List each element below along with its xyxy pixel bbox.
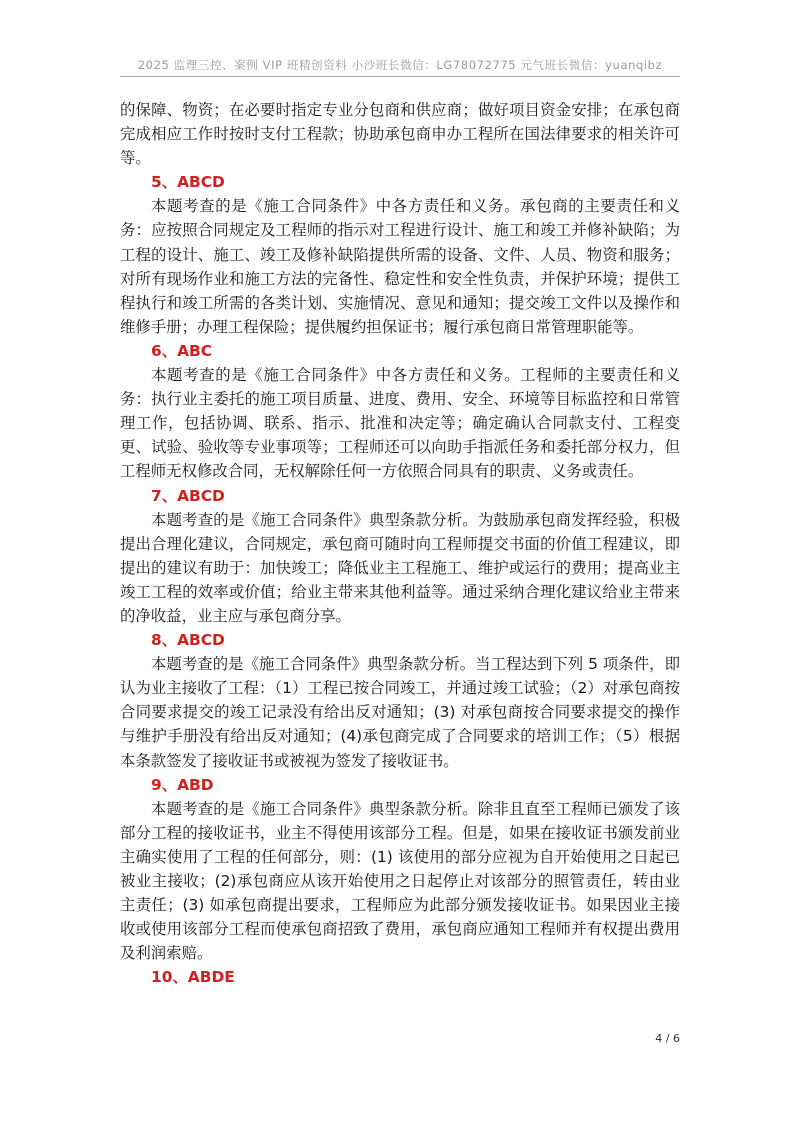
explanation-text: 本题考查的是《施工合同条件》中各方责任和义务。承包商的主要责任和义务：应按照合同规定及工程师的指示对工程进行设计、施工和竣工并修补缺陷；为工程的设计、施工、竣工及修补缺陷提供所需的设备、文件、人员、物资和服务；对所有现场作业和施工方法的完备性、稳定性和安全性负责，并保护环境；提供工程执行和竣工所需的各类计划、实施情况、意见和通知；提交竣工文件以及操作和维修手册；办理工程保险；提供履约担保证书；履行承包商日常管理职能等。: [120, 197, 680, 336]
answer-label: 10、ABDE: [151, 968, 235, 987]
explanation-text: 本题考查的是《施工合同条件》典型条款分析。为鼓励承包商发挥经验，积极提出合理化建议，合同规定，承包商可随时向工程师提交书面的价值工程建议，即提出的建议有助于：加快竣工；降低业主工程施工、维护或运行的费用；提高业主竣工工程的效率或价值；给业主带来其他利益等。通过采纳合理化建议给业主带来的净收益，业主应与承包商分享。: [120, 510, 680, 625]
answer-item: [120, 628, 680, 773]
answer-item: [120, 170, 680, 339]
answer-label: 8、ABCD: [151, 631, 225, 650]
answer-item: [120, 339, 680, 484]
answer-item: [120, 773, 680, 966]
answer-item: [120, 484, 680, 629]
document-body: [120, 98, 680, 989]
answer-label: 5、ABCD: [151, 173, 225, 192]
explanation-text: 本题考查的是《施工合同条件》典型条款分析。除非且直至工程师已颁发了该部分工程的接收证书，业主不得使用该部分工程。但是，如果在接收证书颁发前业主确实使用了工程的任何部分，则：(1) 该使用的部分应视为自开始使用之日起已被业主接收；(2)承包商应从该开始使用之日起停止对该部分的照管责任，转由业主责任；(3) 如承包商提出要求，工程师应为此部分颁发接收证书。如果因业主接收或使用该部分工程而使承包商招致了费用，承包商应通知工程师并有权提出费用及利润索赔。: [120, 799, 680, 963]
page-number: 4 / 6: [655, 1032, 680, 1045]
intro-paragraph: 的保障、物资；在必要时指定专业分包商和供应商；做好项目资金安排；在承包商完成相应工作时按时支付工程款；协助承包商申办工程所在国法律要求的相关许可等。: [120, 101, 680, 168]
answer-item: [120, 965, 680, 989]
explanation-text: 本题考查的是《施工合同条件》典型条款分析。当工程达到下列 5 项条件，即认为业主接收了工程：（1）工程已按合同竣工，并通过竣工试验；（2）对承包商按合同要求提交的竣工记录没有给出反对通知；(3) 对承包商按合同要求提交的操作与维护手册没有给出反对通知；(4)承包商完成了合同要求的培训工作；（5）根据本条款签发了接收证书或被视为签发了接收证书。: [120, 655, 680, 770]
header-divider: [120, 76, 680, 77]
explanation-text: 本题考查的是《施工合同条件》中各方责任和义务。工程师的主要责任和义务：执行业主委托的施工项目质量、进度、费用、安全、环境等目标监控和日常管理工作，包括协调、联系、指示、批准和决定等；确定确认合同款支付、工程变更、试验、验收等专业事项等；工程师还可以向助手指派任务和委托部分权力，但工程师无权修改合同，无权解除任何一方依照合同具有的职责、义务或责任。: [120, 366, 680, 481]
answer-label: 6、ABC: [151, 341, 213, 360]
answer-label: 7、ABCD: [151, 486, 225, 505]
page-header: 2025 监理三控、案例 VIP 班精创资料 小沙班长微信：LG78072775 元气班长微信：yuanqibz: [137, 58, 663, 72]
answer-label: 9、ABD: [151, 775, 214, 794]
